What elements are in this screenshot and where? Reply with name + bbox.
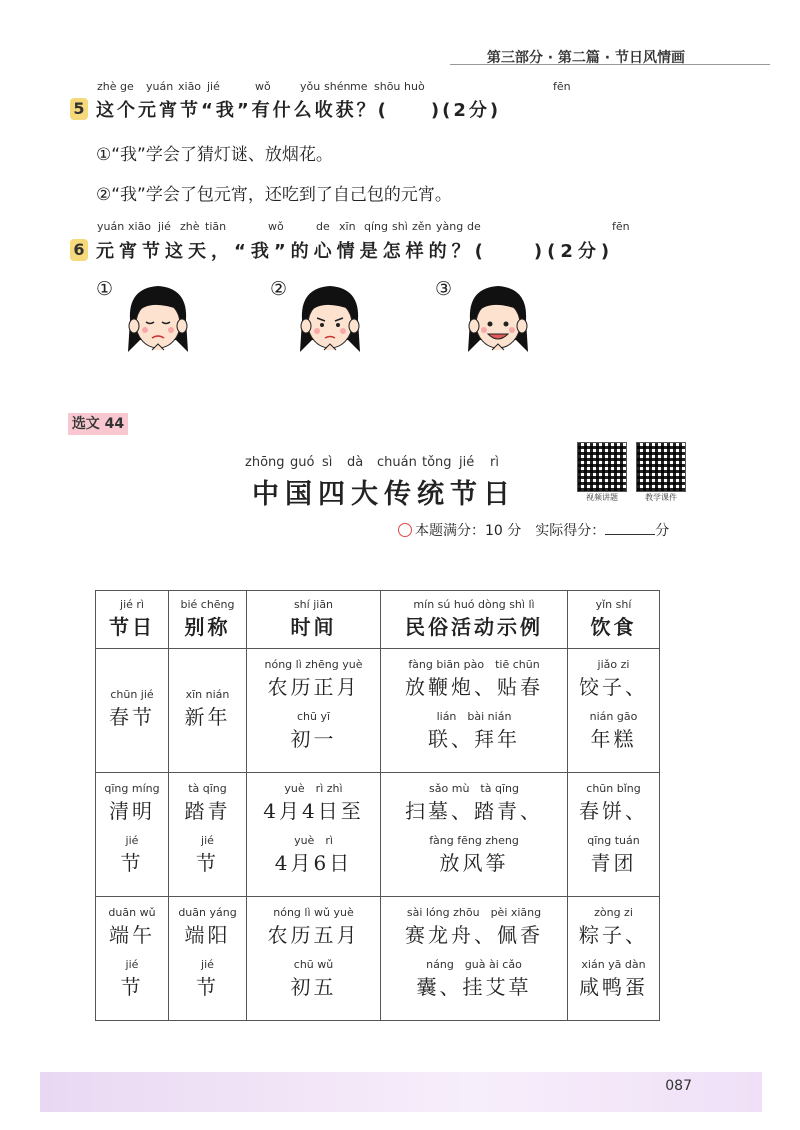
- header-rule: [450, 64, 770, 65]
- cell-text: 饺子、: [579, 675, 648, 699]
- pinyin: wǒ: [255, 80, 271, 93]
- cell-text: 4月4日至: [263, 799, 364, 823]
- pinyin: yàng: [436, 220, 464, 233]
- pinyin: qíng: [364, 220, 388, 233]
- option-mark: ②: [96, 185, 112, 205]
- cell-pinyin: fàng biān pào tiē chūn: [408, 658, 540, 671]
- festival-table: [95, 590, 660, 1021]
- qr-label: 教学课件: [645, 493, 677, 502]
- pinyin: xīn: [339, 220, 356, 233]
- cell-pinyin: nián gāo: [589, 710, 638, 723]
- table-cell: [568, 649, 660, 773]
- header-pinyin: yǐn shí: [595, 598, 632, 611]
- header-label: 时间: [290, 615, 337, 639]
- cell-pinyin: chūn bǐng: [586, 782, 641, 795]
- pinyin: fēn: [612, 220, 630, 233]
- question-5-text: 这个元宵节“我”有什么收获？( )(2分): [96, 100, 502, 121]
- page-number: 087: [665, 1078, 692, 1094]
- sad-face-icon: [118, 280, 198, 360]
- q5-option-1: [96, 140, 333, 165]
- cell-pinyin: chū yī: [296, 710, 331, 723]
- table-cell: [96, 649, 169, 773]
- header-cell: [96, 591, 169, 649]
- cell-text: 节: [196, 851, 219, 875]
- cell-pinyin: yuè rì: [294, 834, 333, 847]
- pinyin: de: [316, 220, 330, 233]
- cell-text: 初一: [290, 727, 337, 751]
- cell-text: 囊、挂艾草: [416, 975, 532, 999]
- score-line: [398, 520, 669, 540]
- cell-pinyin: jié: [125, 958, 139, 971]
- pinyin: tǒng: [422, 455, 452, 470]
- section-header: 第三部分 · 第二篇 · 节日风情画: [486, 50, 685, 66]
- pinyin: zěn: [412, 220, 432, 233]
- q5-option-2: [96, 180, 452, 205]
- pinyin: sì: [322, 455, 333, 470]
- cell-pinyin: duān wǔ: [108, 906, 156, 919]
- pinyin: tiān: [205, 220, 227, 233]
- table-cell: [247, 897, 381, 1021]
- option-mark: ①: [96, 145, 112, 165]
- pinyin: dà: [347, 455, 364, 470]
- table-cell: [568, 897, 660, 1021]
- article-tag: 选文 44: [68, 413, 128, 435]
- pinyin: xiāo: [178, 80, 202, 93]
- header-cell: [169, 591, 247, 649]
- footer-band: [40, 1072, 762, 1112]
- cell-text: 4月6日: [274, 851, 353, 875]
- cell-pinyin: sài lóng zhōu pèi xiāng: [406, 906, 542, 919]
- happy-face-icon: [458, 280, 538, 360]
- pinyin: yuán: [97, 220, 125, 233]
- cell-text: 新年: [184, 705, 231, 729]
- cell-text: 粽子、: [579, 923, 648, 947]
- cell-pinyin: jié: [125, 834, 139, 847]
- header-pinyin: mín sú huó dòng shì lì: [413, 598, 535, 611]
- pinyin: shōu: [374, 80, 401, 93]
- pinyin: yǒu: [300, 80, 321, 93]
- cell-pinyin: jié: [201, 834, 214, 847]
- header-label: 民俗活动示例: [405, 615, 543, 639]
- cell-pinyin: yuè rì zhì: [284, 782, 343, 795]
- table-row: [96, 649, 660, 773]
- cell-pinyin: náng guà ài cǎo: [426, 958, 522, 971]
- score-label: 本题满分：10 分 实际得分：: [415, 523, 606, 539]
- pinyin: yuán: [146, 80, 174, 93]
- cell-pinyin: jiǎo zi: [597, 658, 630, 671]
- pinyin: jié: [158, 220, 171, 233]
- pinyin: wǒ: [268, 220, 284, 233]
- qr-label: 视频讲题: [586, 493, 618, 502]
- pinyin: jié: [207, 80, 220, 93]
- cell-pinyin: jié: [201, 958, 214, 971]
- cell-text: 踏青: [184, 799, 231, 823]
- cell-pinyin: fàng fēng zheng: [429, 834, 519, 847]
- cell-text: 端午: [109, 923, 155, 947]
- pinyin: jié: [459, 455, 475, 470]
- cell-text: 春节: [109, 705, 155, 729]
- pinyin: fēn: [553, 80, 571, 93]
- cell-text: 清明: [109, 799, 155, 823]
- pinyin: rì: [490, 455, 499, 470]
- header-pinyin: bié chēng: [180, 598, 235, 611]
- table-row: [96, 897, 660, 1021]
- header-cell: [568, 591, 660, 649]
- cell-text: 咸鸭蛋: [579, 975, 648, 999]
- pinyin: xiāo: [128, 220, 152, 233]
- cell-text: 青团: [590, 851, 637, 875]
- pinyin: guó: [290, 455, 315, 470]
- face-option-3-mark: ③: [435, 278, 453, 300]
- face-option-2-mark: ②: [270, 278, 288, 300]
- table-cell: [169, 897, 247, 1021]
- pinyin: huò: [404, 80, 425, 93]
- cell-pinyin: duān yáng: [178, 906, 237, 919]
- header-label: 饮食: [590, 615, 637, 639]
- cell-pinyin: tà qīng: [188, 782, 227, 795]
- pinyin: zhè: [180, 220, 200, 233]
- cell-pinyin: qīng míng: [104, 782, 160, 795]
- option-text: “我”学会了包元宵，还吃到了自己包的元宵。: [111, 185, 452, 205]
- cell-text: 初五: [290, 975, 337, 999]
- cell-pinyin: chūn jié: [110, 688, 154, 701]
- clock-icon: [398, 523, 412, 537]
- question-6-text: 元宵节这天，“我”的心情是怎样的？( )(2分): [96, 241, 615, 262]
- cell-text: 端阳: [184, 923, 231, 947]
- pinyin: shì: [392, 220, 408, 233]
- pinyin: de: [467, 220, 481, 233]
- cell-text: 农历五月: [267, 923, 360, 947]
- worried-face-icon: [290, 280, 370, 360]
- cell-pinyin: lián bài nián: [436, 710, 512, 723]
- table-cell: [247, 649, 381, 773]
- cell-pinyin: zòng zi: [594, 906, 633, 919]
- cell-text: 节: [120, 975, 144, 999]
- face-option-1-mark: ①: [96, 278, 114, 300]
- cell-pinyin: nóng lì zhēng yuè: [264, 658, 363, 671]
- table-cell: [169, 773, 247, 897]
- cell-pinyin: nóng lì wǔ yuè: [273, 906, 354, 919]
- cell-pinyin: xīn nián: [185, 688, 230, 701]
- pinyin: me: [350, 80, 368, 93]
- cell-pinyin: sǎo mù tà qīng: [429, 782, 519, 795]
- qr-courseware[interactable]: [636, 442, 686, 503]
- cell-text: 扫墓、踏青、: [405, 799, 543, 823]
- cell-text: 放风筝: [439, 851, 509, 875]
- table-cell: [381, 773, 568, 897]
- pinyin: chuán: [377, 455, 417, 470]
- score-unit: 分: [655, 523, 670, 539]
- score-blank[interactable]: [605, 534, 655, 535]
- table-cell: [96, 897, 169, 1021]
- qr-video[interactable]: [577, 442, 627, 503]
- cell-pinyin: chū wǔ: [293, 958, 334, 971]
- header-cell: [247, 591, 381, 649]
- cell-text: 赛龙舟、佩香: [405, 923, 543, 947]
- table-cell: [96, 773, 169, 897]
- table-cell: [381, 649, 568, 773]
- pinyin: shén: [324, 80, 351, 93]
- cell-text: 放鞭炮、贴春: [405, 675, 543, 699]
- option-text: “我”学会了猜灯谜、放烟花。: [111, 145, 333, 165]
- header-label: 节日: [109, 615, 155, 639]
- table-cell: [169, 649, 247, 773]
- pinyin: ge: [120, 80, 134, 93]
- cell-text: 春饼、: [579, 799, 648, 823]
- header-cell: [381, 591, 568, 649]
- cell-text: 节: [196, 975, 219, 999]
- cell-pinyin: qīng tuán: [587, 834, 640, 847]
- cell-text: 年糕: [590, 727, 637, 751]
- cell-text: 联、拜年: [428, 727, 520, 751]
- pinyin: zhōng: [245, 455, 285, 470]
- table-cell: [247, 773, 381, 897]
- header-pinyin: jié rì: [120, 598, 144, 611]
- table-row: [96, 773, 660, 897]
- qr-code-icon: [636, 442, 686, 492]
- cell-text: 节: [120, 851, 144, 875]
- header-label: 别称: [184, 615, 231, 639]
- cell-pinyin: xián yā dàn: [581, 958, 646, 971]
- question-6-number: 6: [70, 239, 88, 261]
- header-pinyin: shí jiān: [293, 598, 334, 611]
- table-header-row: [96, 591, 660, 649]
- table-cell: [381, 897, 568, 1021]
- article-title: 中国四大传统节日: [252, 479, 516, 510]
- pinyin: zhè: [97, 80, 117, 93]
- table-cell: [568, 773, 660, 897]
- question-5-number: 5: [70, 98, 88, 120]
- cell-text: 农历正月: [267, 675, 360, 699]
- qr-code-icon: [577, 442, 627, 492]
